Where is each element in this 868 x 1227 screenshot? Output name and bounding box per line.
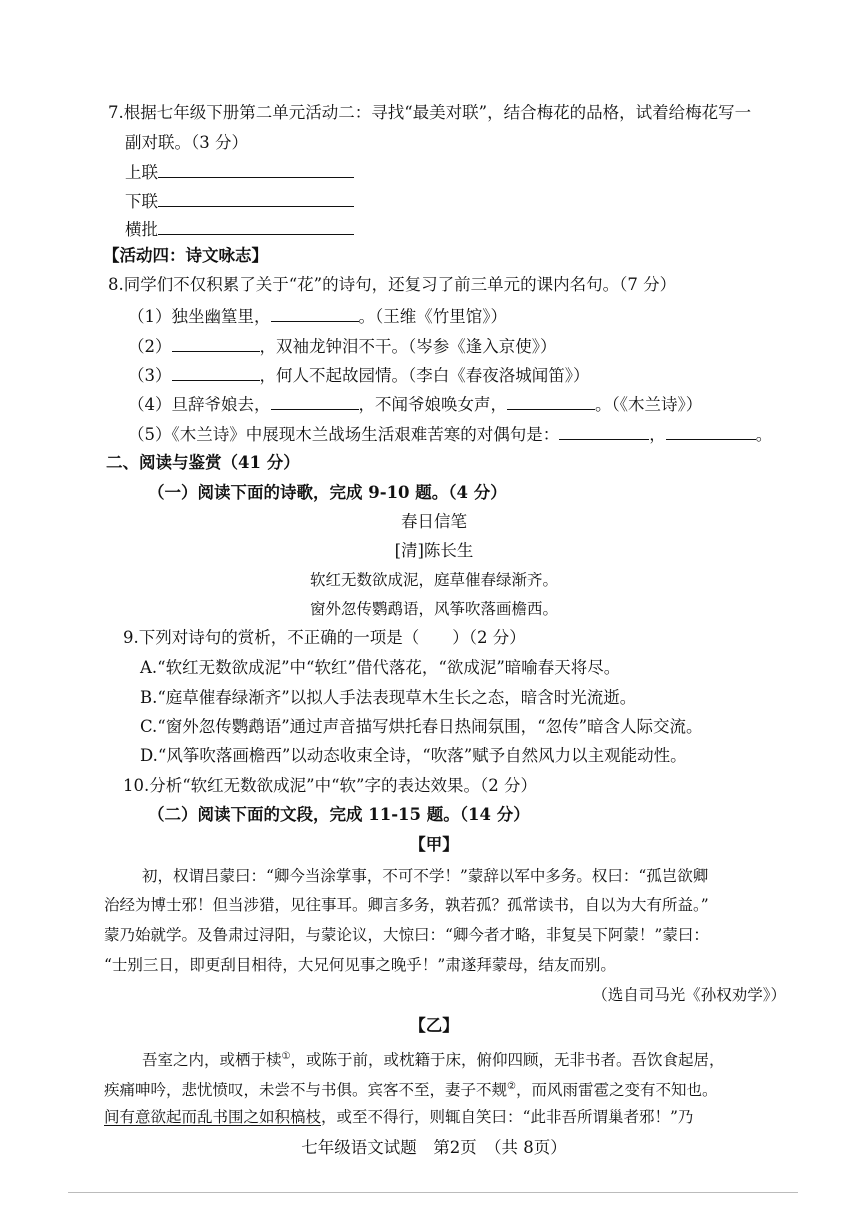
shanglian-answer-blank[interactable]	[158, 161, 354, 178]
q9-option-c[interactable]: C.“窗外忽传鹦鹉语”通过声音描写烘托春日热闹氛围，“忽传”暗含人际交流。	[140, 717, 703, 736]
footer-divider	[68, 1192, 798, 1193]
jia-line1: 初，权谓吕蒙曰：“卿今当涂掌事，不可不学！”蒙辞以军中多务。权曰：“孤岂欲卿	[142, 867, 709, 885]
footnote-marker-1: ①	[281, 1051, 291, 1062]
page-footer: 七年级语文试题 第2页 （共 8页）	[301, 1138, 567, 1157]
jia-line3: 蒙乃始就学。及鲁肃过浔阳，与蒙论议，大惊曰：“卿今者才略，非复吴下阿蒙！”蒙曰：	[104, 926, 709, 944]
poem-line1: 软红无数欲成泥，庭草催春绿渐齐。	[309, 571, 558, 589]
poem-author: [清]陈长生	[394, 541, 474, 560]
yi-line1-a: 吾室之内，或栖于椟	[142, 1051, 282, 1070]
hengpi-answer-blank[interactable]	[158, 218, 354, 235]
yi-line1	[142, 1047, 725, 1070]
q8-item1	[128, 305, 507, 327]
q7-prompt-line1: 7.根据七年级下册第二单元活动二：寻找“最美对联”，结合梅花的品格，试着给梅花写一	[108, 103, 752, 122]
q8-item5-comma: ，	[649, 425, 666, 444]
q8-item4-source: 。（《木兰诗》）	[595, 395, 703, 414]
q7-hengpi	[125, 218, 354, 240]
q7-shanglian	[125, 161, 354, 183]
q8-item4-blank1[interactable]	[271, 393, 359, 410]
yi-line1-b: ，或陈于前，或枕籍于床，俯仰四顾，无非书者。吾饮食起居，	[290, 1051, 725, 1070]
q8-item5-blank1[interactable]	[559, 423, 649, 440]
yi-line3	[104, 1107, 693, 1127]
q8-item4-mid: ，不闻爷娘唤女声，	[358, 395, 507, 414]
yi-line2	[104, 1077, 718, 1100]
q7-xialian	[125, 190, 354, 212]
poem-title: 春日信笔	[401, 512, 467, 531]
xialian-answer-blank[interactable]	[158, 190, 354, 207]
xialian-label: 下联	[125, 192, 158, 211]
q8-item4	[128, 393, 702, 415]
yi-underlined-sentence: 间有意欲起而乱书围之如积槁枝	[104, 1108, 322, 1126]
q8-item3	[128, 364, 590, 386]
q9-option-d[interactable]: D.“风筝吹落画檐西”以动态收束全诗，“吹落”赋予自然风力以主观能动性。	[140, 746, 687, 765]
q9-option-a[interactable]: A.“软红无数欲成泥”中“软红”借代落花，“欲成泥”暗喻春天将尽。	[140, 658, 621, 677]
jia-line4: “士别三日，即更刮目相待，大兄何见事之晚乎！”肃遂拜蒙母，结友而别。	[104, 956, 616, 974]
q9-option-b[interactable]: B.“庭草催春绿渐齐”以拟人手法表现草木生长之态，暗含时光流逝。	[140, 688, 637, 707]
activity4-heading: 【活动四：诗文咏志】	[103, 246, 268, 265]
q8-item2-text: ，双袖龙钟泪不干。（岑参《逢入京使》）	[259, 337, 557, 356]
q8-item2-num: （2）	[128, 337, 172, 356]
part2-heading: （二）阅读下面的文段，完成 11-15 题。（14 分）	[148, 805, 530, 824]
q8-item1-blank[interactable]	[271, 305, 359, 322]
part1-heading: （一）阅读下面的诗歌，完成 9-10 题。（4 分）	[148, 483, 507, 502]
q8-item5-period: 。	[755, 425, 773, 444]
yi-line2-a: 疾痛呻吟，悲忧愤叹，未尝不与书俱。宾客不至，妻子不觌	[104, 1081, 508, 1100]
yi-line2-b: ，而风雨雷雹之变有不知也。	[515, 1081, 718, 1100]
q10-prompt: 10.分析“软红无数欲成泥”中“软”字的表达效果。（2 分）	[123, 776, 537, 795]
q7-prompt-line2: 副对联。（3 分）	[125, 133, 248, 152]
q8-item3-text: ，何人不起故园情。（李白《春夜洛城闻笛》）	[259, 366, 590, 385]
q8-item2	[128, 335, 557, 357]
yi-line3-rest: ，或至不得行，则辄自笑曰：“此非吾所谓巢者邪！”乃	[321, 1108, 694, 1126]
q8-item1-source: 。（王维《竹里馆》）	[358, 307, 507, 326]
q8-item1-text: （1）独坐幽篁里，	[128, 307, 271, 326]
q8-item3-blank[interactable]	[172, 364, 260, 381]
q8-item5-text: （5）《木兰诗》中展现木兰战场生活艰难苦寒的对偶句是：	[128, 425, 560, 444]
q8-item3-num: （3）	[128, 366, 172, 385]
hengpi-label: 横批	[125, 220, 158, 239]
poem-line2: 窗外忽传鹦鹉语，风筝吹落画檐西。	[309, 600, 558, 618]
q8-item5	[128, 423, 772, 445]
q8-item4-blank2[interactable]	[507, 393, 595, 410]
section2-heading: 二、阅读与鉴赏（41 分）	[106, 453, 300, 472]
q8-item2-blank[interactable]	[172, 335, 260, 352]
footnote-marker-2: ②	[507, 1081, 516, 1092]
jia-line2: 治经为博士邪！但当涉猎，见往事耳。卿言多务，孰若孤？孤常读书，自以为大有所益。”	[104, 896, 709, 914]
q8-prompt: 8.同学们不仅积累了关于“花”的诗句，还复习了前三单元的课内名句。（7 分）	[108, 275, 677, 294]
jia-source: （选自司马光《孙权劝学》）	[592, 986, 786, 1004]
q9-prompt: 9.下列对诗句的赏析，不正确的一项是（ ）（2 分）	[123, 628, 526, 647]
yi-label: 【乙】	[409, 1016, 459, 1035]
jia-label: 【甲】	[409, 835, 459, 854]
q8-item5-blank2[interactable]	[666, 423, 756, 440]
q8-item4-text: （4）旦辞爷娘去，	[128, 395, 271, 414]
shanglian-label: 上联	[125, 163, 158, 182]
